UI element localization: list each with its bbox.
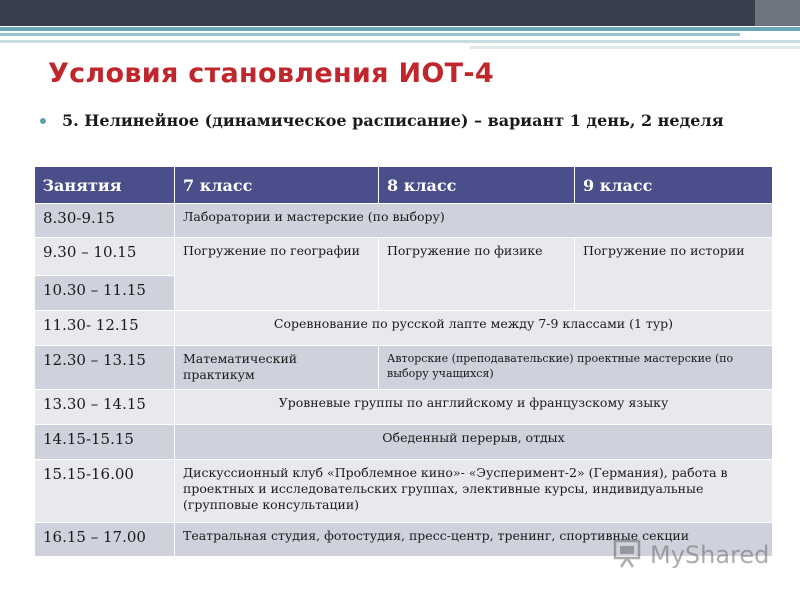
projector-screen-icon — [612, 538, 642, 572]
activity-cell-grade-7: Погружение по географии — [175, 238, 379, 311]
time-cell: 10.30 – 11.15 — [35, 276, 175, 311]
header-grade-8: 8 класс — [379, 167, 575, 204]
activity-cell: Обеденный перерыв, отдых — [175, 425, 773, 460]
table-row — [35, 460, 773, 523]
watermark — [612, 540, 769, 570]
schedule-table — [34, 167, 773, 557]
activity-cell: Лаборатории и мастерские (по выбору) — [175, 204, 773, 238]
activity-cell-grade-8-9: Авторские (преподавательские) проектные мастерские (по выбору учащихся) — [379, 346, 773, 390]
activity-cell: Дискуссионный клуб «Проблемное кино»- «Эусперимент-2» (Германия), работа в проектных и исследовательских группах, элективные курсы, индивидуальные (групповые консультации) — [175, 460, 773, 523]
activity-cell-grade-9: Погружение по истории — [575, 238, 773, 311]
decorative-stripe — [0, 33, 740, 36]
table-row — [35, 425, 773, 460]
time-cell: 12.30 – 13.15 — [35, 346, 175, 390]
time-cell: 16.15 – 17.00 — [35, 523, 175, 557]
time-cell: 15.15-16.00 — [35, 460, 175, 523]
time-cell: 11.30- 12.15 — [35, 311, 175, 346]
table-row — [35, 311, 773, 346]
decorative-stripe — [470, 46, 800, 49]
header-lessons: Занятия — [35, 167, 175, 204]
bullet-point — [38, 110, 778, 131]
top-decorative-bar — [0, 0, 800, 26]
activity-cell-grade-8: Погружение по физике — [379, 238, 575, 311]
table-row — [35, 390, 773, 425]
slide-title: Условия становления ИОТ-4 — [48, 58, 494, 89]
activity-cell: Театральная студия, фотостудия, пресс-центр, тренинг, спортивные секции — [175, 523, 773, 557]
table-row — [35, 238, 773, 276]
activity-cell-grade-7: Математический практикум — [175, 346, 379, 390]
bullet-text: 5. Нелинейное (динамическое расписание) – вариант 1 день, 2 неделя — [62, 111, 724, 130]
header-grade-7: 7 класс — [175, 167, 379, 204]
time-cell: 13.30 – 14.15 — [35, 390, 175, 425]
top-bar-accent — [755, 0, 800, 26]
decorative-stripe — [0, 27, 800, 31]
time-cell: 8.30-9.15 — [35, 204, 175, 238]
watermark-text: MyShared — [650, 541, 770, 569]
activity-cell: Соревнование по русской лапте между 7-9 классами (1 тур) — [175, 311, 773, 346]
bullet-dot-icon — [40, 118, 46, 124]
activity-cell: Уровневые группы по английскому и французскому языку — [175, 390, 773, 425]
time-cell: 9.30 – 10.15 — [35, 238, 175, 276]
table-row — [35, 346, 773, 390]
table-header-row — [35, 167, 773, 204]
time-cell: 14.15-15.15 — [35, 425, 175, 460]
header-grade-9: 9 класс — [575, 167, 773, 204]
decorative-stripe — [0, 40, 800, 43]
table-row — [35, 204, 773, 238]
